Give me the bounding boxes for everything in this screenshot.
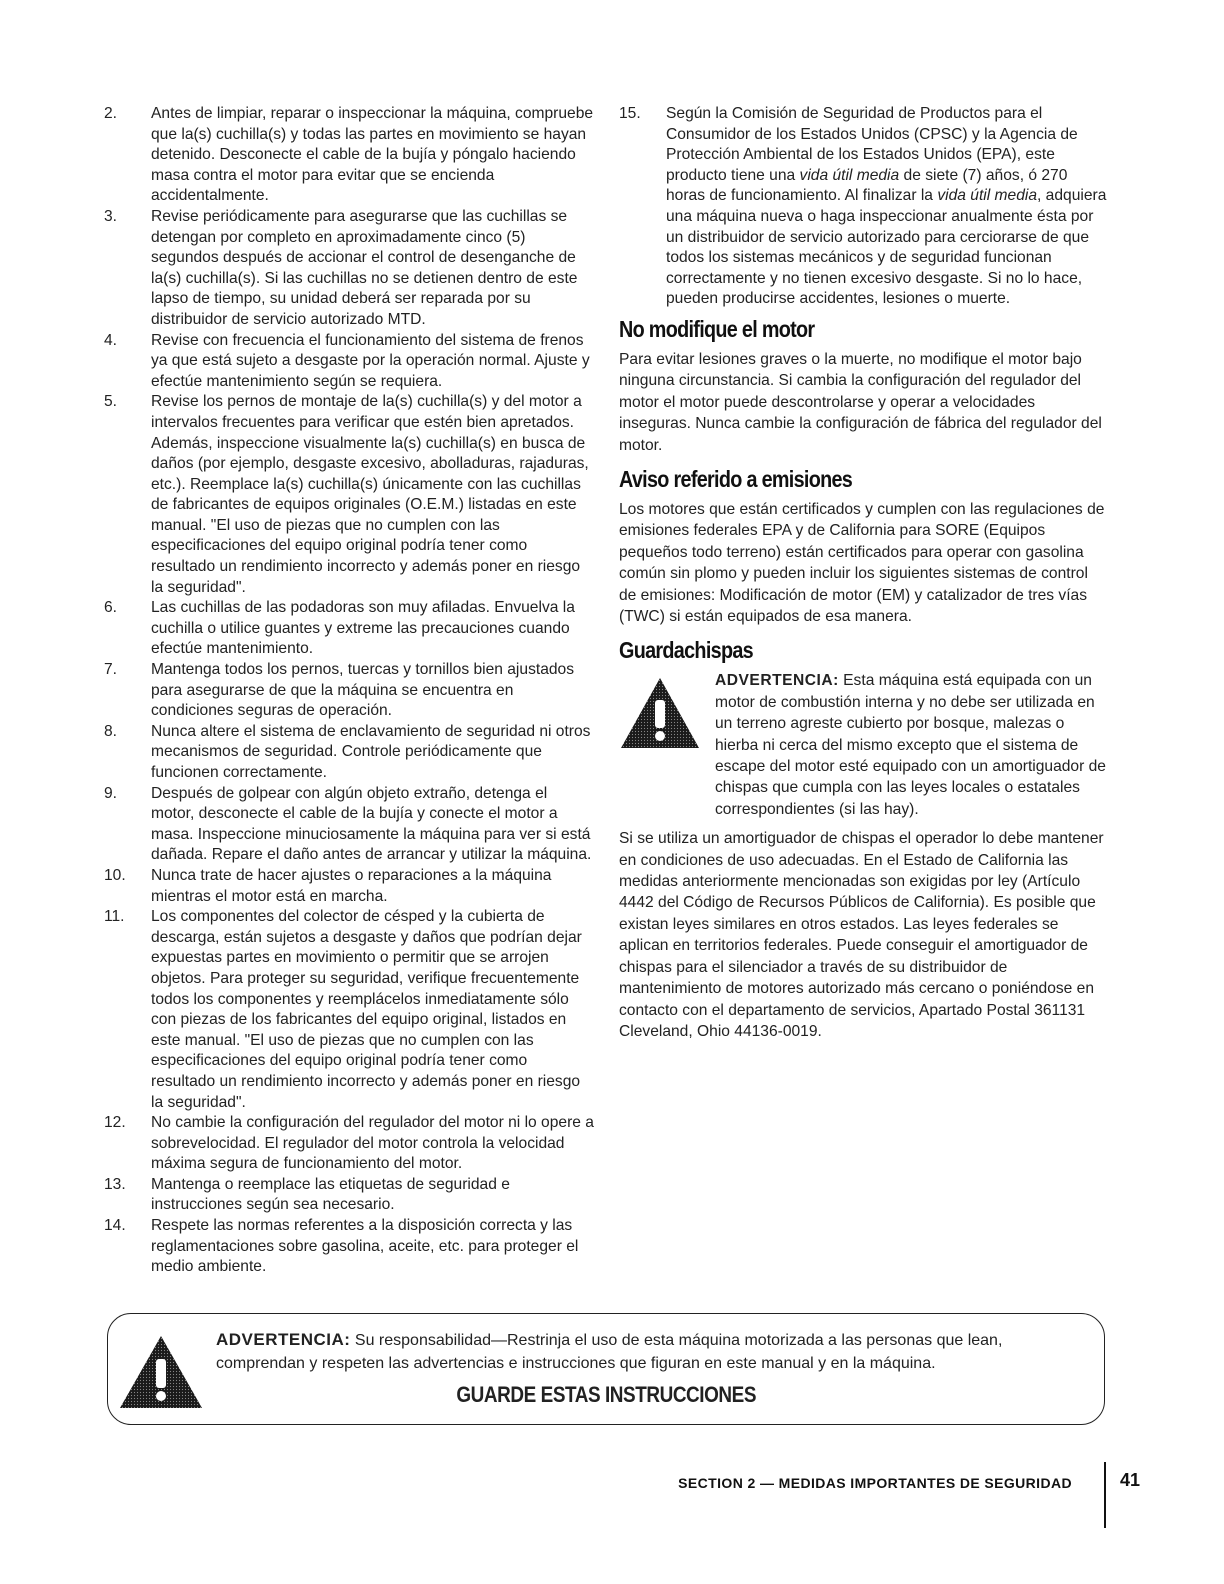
list-item	[104, 104, 594, 207]
item-text: Las cuchillas de las podadoras son muy afiladas. Envuelva la cuchilla o utilice guantes y extreme las precauciones cuando efectúe mantenimiento.	[151, 599, 575, 658]
item-text: Los componentes del colector de césped y la cubierta de descarga, están sujetos a desgaste y daños que podrían dejar expuestas partes en movimiento o permitir que se arrojen objetos. Para proteger su seguridad, verifique frecuentemente todos los componentes y reemplácelos inmediatamente sólo con piezas de los fabricantes del equipo original, listados en este manual. "El uso de piezas que no cumplen con las especificaciones del equipo original podría tener como resultado un rendimiento incorrecto y además poner en riesgo la seguridad".	[151, 908, 582, 1111]
motor-heading: No modifique el motor	[619, 315, 815, 342]
spark-body: Si se utiliza un amortiguador de chispas el operador lo debe mantener en condiciones de uso adecuadas. En el Estado de California las medidas anteriormente mencionadas son exigidas por ley (Artículo 4442 del Código de Recursos Públicos de California). Es posible que existan leyes similares en otros estados. Las leyes federales se aplican en territorios federales. Puede conseguir el amortiguador de chispas para el silenciador a través de su distribuidor de mantenimiento de motores autorizado más cercano o poniéndose en contacto con el departamento de servicios, Apartado Postal 361131 Cleveland, Ohio 44136-0019.	[619, 830, 1104, 1040]
motor-body: Para evitar lesiones graves o la muerte, no modifique el motor bajo ninguna circunstancia. Si cambia la configuración del regulador del motor el motor puede descontrolarse y operar a velocidades inseguras. Nunca cambie la configuración de fábrica del regulador del motor.	[619, 350, 1102, 454]
item-text: Mantenga todos los pernos, tuercas y tornillos bien ajustados para asegurarse de que la máquina se encuentra en condiciones seguras de operación.	[151, 661, 575, 720]
list-item-15	[619, 104, 1107, 310]
right-column	[619, 104, 1107, 1042]
list-item	[104, 784, 594, 866]
item-number: 8.	[104, 722, 118, 740]
spark-warning-text: ADVERTENCIA: Esta máquina está equipada con un motor de combustión interna y no debe ser utilizada en un terreno agreste cubierto por bosque, malezas o hierba ni cerca del mismo excepto que el sistema de escape del motor esté equipado con un amortiguador de chispas que cumpla con las leyes locales o estatales correspondientes (si las hay).	[715, 672, 1106, 818]
item-text: Respete las normas referentes a la disposición correcta y las reglamentaciones sobre gasolina, aceite, etc. para proteger el medio ambiente.	[151, 1217, 579, 1276]
section-footer: SECTION 2 — MEDIDAS IMPORTANTES DE SEGURIDAD	[678, 1475, 1072, 1491]
item-number: 5.	[104, 393, 118, 411]
list-item	[104, 598, 594, 660]
item-text: Antes de limpiar, reparar o inspeccionar la máquina, compruebe que la(s) cuchilla(s) y todas las partes en movimiento se hayan detenido. Desconecte el cable de la bujía y póngalo haciendo masa contra el motor para evitar que se encienda accidentalmente.	[151, 105, 594, 205]
item-number: 6.	[104, 599, 118, 617]
item-text: Según la Comisión de Seguridad de Productos para el Consumidor de los Estados Unidos (CPSC) y la Agencia de Protección Ambiental de los Estados Unidos (EPA), este producto tiene una vida útil media de siete (7) años, ó 270 horas de funcionamiento. Al finalizar la vida útil media, adquiera una máquina nueva o haga inspeccionar anualmente ésta por un distribuidor de servicio autorizado para cerciorarse de que todos los sistemas mecánicos y de seguridad funcionan correctamente y no tienen excesivo desgaste. Si no lo hace, pueden producirse accidentes, lesiones o muerte.	[666, 105, 1107, 308]
item-text: Nunca trate de hacer ajustes o reparaciones a la máquina mientras el motor está en marcha.	[151, 866, 552, 905]
bottom-warning-text: ADVERTENCIA: Su responsabilidad—Restrinja el uso de esta máquina motorizada a las personas que lean, comprendan y respeten las advertencias e instrucciones que figuran en este manual y en la máquina.	[216, 1330, 1003, 1372]
list-item	[104, 392, 594, 598]
item-text: Después de golpear con algún objeto extraño, detenga el motor, desconecte el cable de la bujía y conecte el motor a masa. Inspeccione minuciosamente la máquina para ver si está dañada. Repare el daño antes de arrancar y utilizar la máquina.	[151, 784, 592, 864]
list-item	[104, 1113, 594, 1175]
item-number: 3.	[104, 207, 118, 225]
save-instructions-title: GUARDE ESTAS INSTRUCCIONES	[456, 1382, 756, 1407]
list-item	[104, 722, 594, 784]
list-item	[104, 1216, 594, 1278]
list-item	[104, 866, 594, 907]
item-text: Nunca altere el sistema de enclavamiento de seguridad ni otros mecanismos de seguridad. Controle periódicamente que funcionen correctamente.	[151, 722, 591, 781]
safety-list	[104, 104, 594, 1278]
item-number: 13.	[104, 1175, 126, 1193]
item-text: Revise los pernos de montaje de la(s) cuchilla(s) y del motor a intervalos frecuentes para verificar que estén bien apretados. Además, inspeccione visualmente la(s) cuchilla(s) en busca de daños (por ejemplo, desgaste excesivo, abolladuras, rajaduras, etc.). Reemplace la(s) cuchilla(s) únicamente con las cuchillas de fabricantes de equipos originales (O.E.M.) listadas en este manual. "El uso de piezas que no cumplen con las especificaciones del equipo original podría tener como resultado un rendimiento incorrecto y además poner en riesgo la seguridad".	[151, 393, 589, 596]
page-number: 41	[1120, 1470, 1141, 1490]
bottom-warning-box	[107, 1313, 1105, 1425]
emissions-heading: Aviso referido a emisiones	[619, 465, 853, 492]
list-item	[104, 660, 594, 722]
item-text: Revise periódicamente para asegurarse que las cuchillas se detengan por completo en aproximadamente cinco (5) segundos después de accionar el control de desenganche de la(s) cuchilla(s). Si las cuchillas no se detienen dentro de este lapso de tiempo, su unidad deberá ser reparada por su distribuidor de servicio autorizado MTD.	[151, 207, 578, 328]
spark-warning	[619, 670, 1107, 820]
item-text: No cambie la configuración del regulador del motor ni lo opere a sobrevelocidad. El regulador del motor controla la velocidad máxima segura de funcionamiento del motor.	[151, 1114, 594, 1173]
list-item	[104, 331, 594, 393]
spark-heading: Guardachispas	[619, 637, 753, 664]
item-text: Revise con frecuencia el funcionamiento del sistema de frenos ya que está sujeto a desgaste por la operación normal. Ajuste y efectúe mantenimiento según se requiera.	[151, 331, 590, 390]
list-item	[104, 1175, 594, 1216]
list-item	[104, 207, 594, 331]
list-item	[104, 907, 594, 1113]
item-number: 15.	[619, 105, 641, 122]
item-number: 2.	[104, 105, 118, 122]
item-number: 14.	[104, 1217, 126, 1235]
item-text: Mantenga o reemplace las etiquetas de seguridad e instrucciones según sea necesario.	[151, 1175, 510, 1214]
item-number: 12.	[104, 1114, 126, 1132]
emissions-body: Los motores que están certificados y cumplen con las regulaciones de emisiones federales EPA y de California para SORE (Equipos pequeños todo terreno) están certificados para operar con gasolina común sin plomo y pueden incluir los siguientes sistemas de control de emisiones: Modificación de motor (EM) y catalizador de tres vías (TWC) si están equipados de esa manera.	[619, 500, 1105, 625]
warning-triangle-icon	[619, 670, 715, 820]
left-column	[104, 104, 594, 1278]
item-number: 9.	[104, 784, 118, 802]
page-divider	[1104, 1462, 1106, 1528]
item-number: 10.	[104, 866, 126, 884]
item-number: 7.	[104, 661, 118, 679]
item-number: 11.	[104, 908, 125, 926]
item-number: 4.	[104, 331, 118, 349]
